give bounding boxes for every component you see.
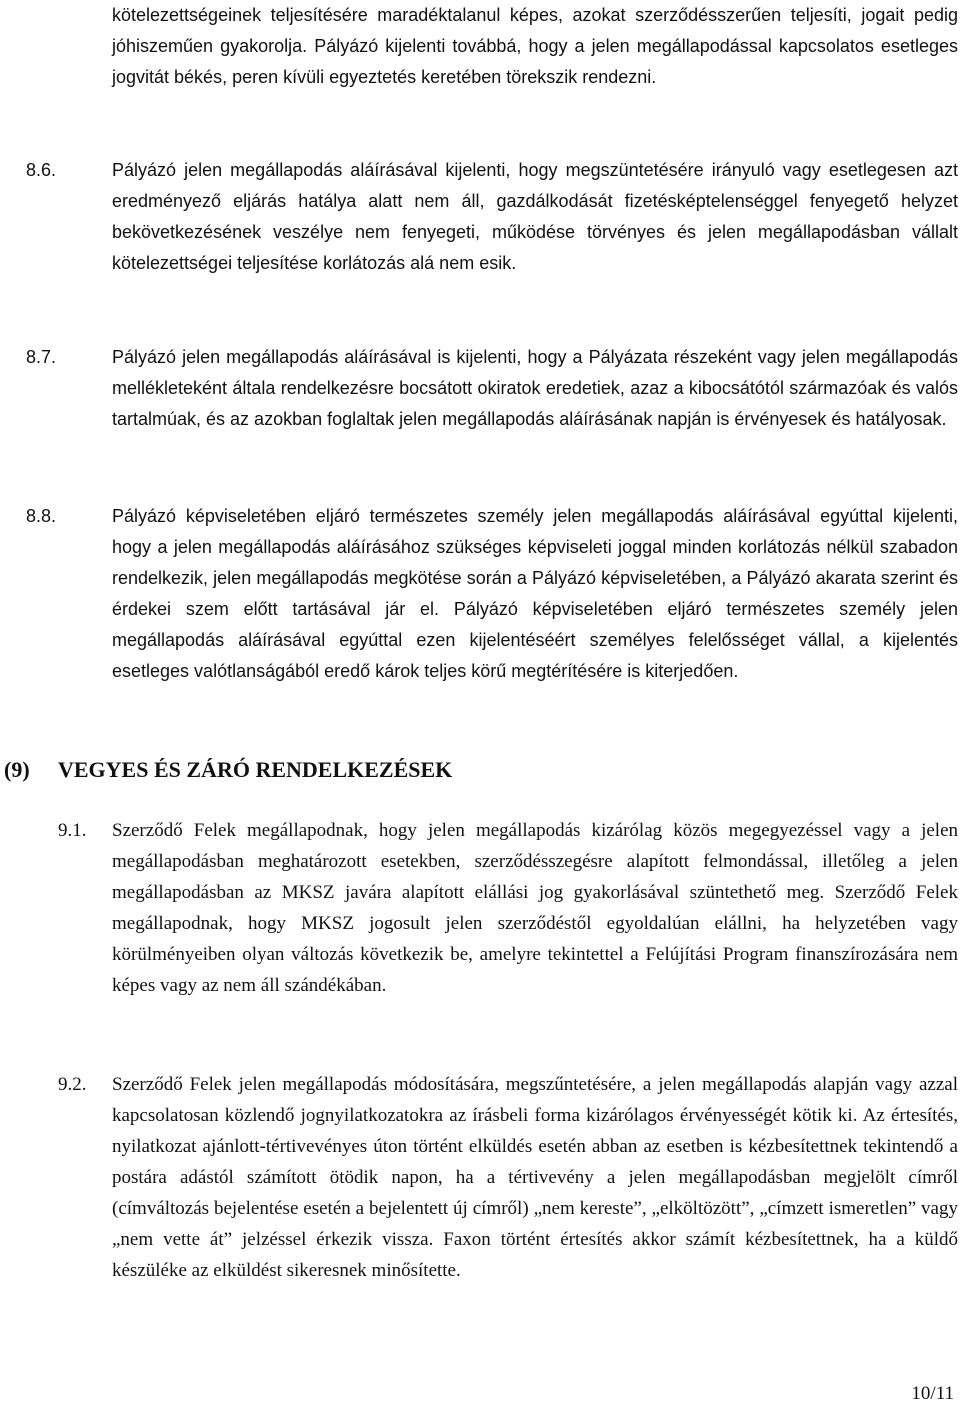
clause-number: 9.1. (58, 820, 87, 841)
clause-number: 8.8. (26, 506, 57, 526)
clause-text: Szerződő Felek megállapodnak, hogy jelen megállapodás kizárólag közös megegyezéssel vagy a jelen megállapodásban meghatározott esetekben, szerződésszegésre alapított felmondással, illetőleg a jelen megállapodásban az MKSZ javára alapított elállási jog gyakorlásával szüntethető meg. Szerződő Felek megállapodnak, hogy MKSZ jogosult jelen szerződéstől egyoldalúan elállni, ha helyzetében vagy körülményeiben olyan változás következik be, amelyre tekintettel a Felújítási Program finanszírozására nem képes vagy az nem áll szándékában. (112, 820, 958, 996)
clause-number: 8.6. (26, 160, 57, 180)
clause-text: Pályázó képviseletében eljáró természetes személy jelen megállapodás aláírásával egyúttal kijelenti, hogy a jelen megállapodás aláírásához szükséges képviseleti joggal minden korlátozás nélkül szabadon rendelkezik, jelen megállapodás megkötése során a Pályázó képviseletében, a Pályázó akarata szerint és érdekei szem előtt tartásával jár el. Pályázó képviseletében eljáró természetes személy jelen megállapodás aláírásával egyúttal ezen kijelentéséért személyes felelősséget vállal, a kijelentés esetleges valótlanságából eredő károk teljes körű megtérítésére is kiterjedően. (112, 506, 958, 681)
section-title: VEGYES ÉS ZÁRÓ RENDELKEZÉSEK (58, 757, 453, 782)
clause-text: Pályázó jelen megállapodás aláírásával is kijelenti, hogy a Pályázata részeként vagy jelen megállapodás mellékleteként általa rendelkezésre bocsátott okiratok eredetiek, azaz a kibocsátótól származóak és valós tartalmúak, és az azokban foglaltak jelen megállapodás aláírásának napján is érvényesek és hatályosak. (112, 347, 958, 429)
clause-text: Pályázó jelen megállapodás aláírásával kijelenti, hogy megszüntetésére irányuló vagy esetlegesen azt eredményező eljárás hatálya alatt nem áll, gazdálkodását fizetésképtelenséggel fenyegető helyzet bekövetkezésének veszélye nem fenyegeti, működése törvényes és jelen megállapodásban vállalt kötelezettségei teljesítése korlátozás alá nem esik. (112, 160, 958, 273)
clause-number: 9.2. (58, 1074, 87, 1095)
section-number: (9) (4, 757, 30, 782)
page-number: 10/11 (911, 1383, 954, 1404)
clause-text: Szerződő Felek jelen megállapodás módosítására, megszűntetésére, a jelen megállapodás alapján vagy azzal kapcsolatosan közlendő jognyilatkozatokra az írásbeli forma kizárólagos érvényességét kötik ki. Az értesítés, nyilatkozat ajánlott-tértivevényes úton történt elküldés esetén abban az esetben is kézbesítettnek tekintendő a postára adástól számított ötödik napon, ha a tértivevény a jelen megállapodásban megjelölt címről (címváltozás bejelentése esetén a bejelentett új címről) „nem kereste”, „elköltözött”, „címzett ismeretlen” vagy „nem vette át” jelzéssel érkezik vissza. Faxon történt értesítés akkor számít kézbesítettnek, ha a küldő készüléke az elküldést sikeresnek minősítette. (112, 1074, 958, 1281)
continuation-paragraph: kötelezettségeinek teljesítésére maradéktalanul képes, azokat szerződésszerűen teljesíti, jogait pedig jóhiszeműen gyakorolja. Pályázó kijelenti továbbá, hogy a jelen megállapodással kapcsolatos esetleges jogvitát békés, peren kívüli egyeztetés keretében törekszik rendezni. (112, 5, 958, 87)
clause-number: 8.7. (26, 347, 57, 367)
